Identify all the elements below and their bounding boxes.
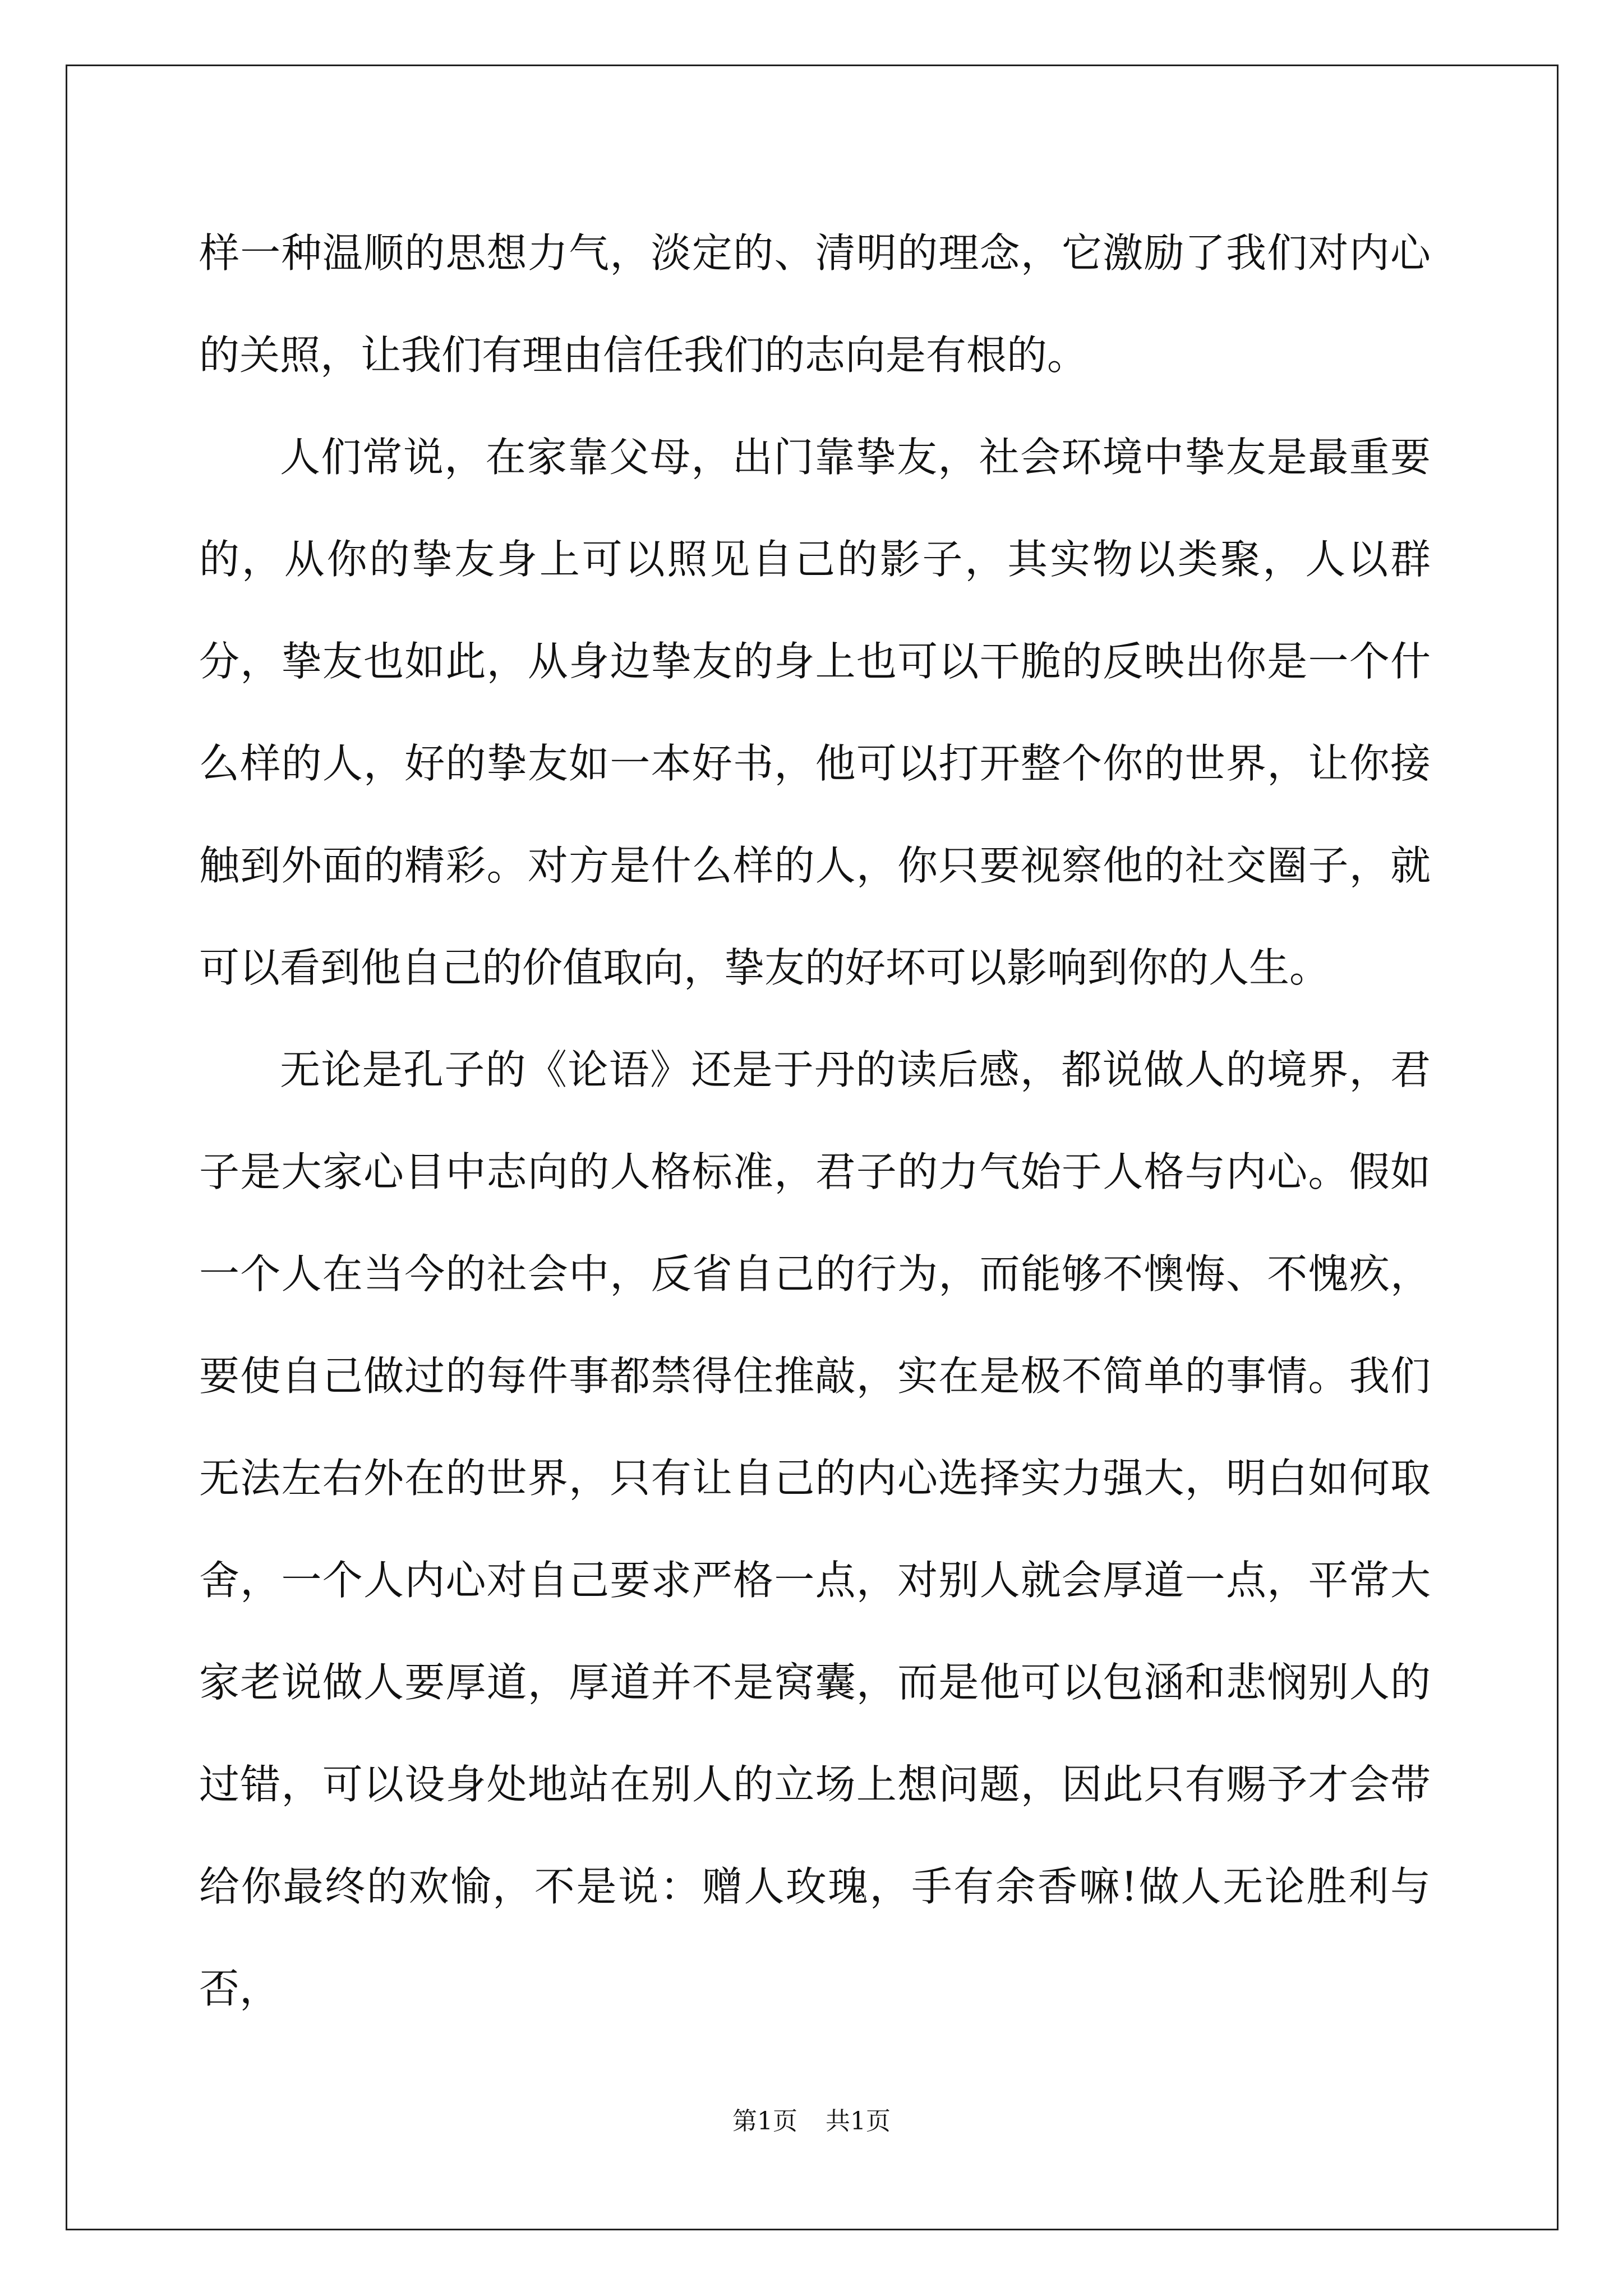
paragraph-2: 人们常说，在家靠父母，出门靠挚友，社会环境中挚友是最重要的，从你的挚友身上可以照见自己的影子，其实物以类聚，人以群分，挚友也如此，从身边挚友的身上也可以干脆的反映出你是一个什么样的人，好的挚友如一本好书，他可以打开整个你的世界，让你接触到外面的精彩。对方是什么样的人，你只要视察他的社交圈子，就可以看到他自己的价值取向，挚友的好坏可以影响到你的人生。 <box>199 434 1431 991</box>
paragraph-1: 样一种温顺的思想力气，淡定的、清明的理念，它激励了我们对内心的关照，让我们有理由信任我们的志向是有根的。 <box>199 229 1431 379</box>
page-footer <box>0 2101 1623 2137</box>
paragraph-3: 无论是孔子的《论语》还是于丹的读后感，都说做人的境界，君子是大家心目中志向的人格标准，君子的力气始于人格与内心。假如一个人在当今的社会中，反省自己的行为，而能够不懊悔、不愧疚，要使自己做过的每件事都禁得住推敲，实在是极不简单的事情。我们无法左右外在的世界，只有让自己的内心选择实力强大，明白如何取舍，一个人内心对自己要求严格一点，对别人就会厚道一点，平常大家老说做人要厚道，厚道并不是窝囊，而是他可以包涵和悲悯别人的过错，可以设身处地站在别人的立场上想问题，因此只有赐予才会带给你最终的欢愉，不是说：赠人玫瑰，手有余香嘛!做人无论胜利与否， <box>199 1046 1431 2012</box>
document-body <box>199 202 1431 2040</box>
page-total: 共1页 <box>826 2107 891 2136</box>
page-number: 第1页 <box>732 2107 797 2136</box>
